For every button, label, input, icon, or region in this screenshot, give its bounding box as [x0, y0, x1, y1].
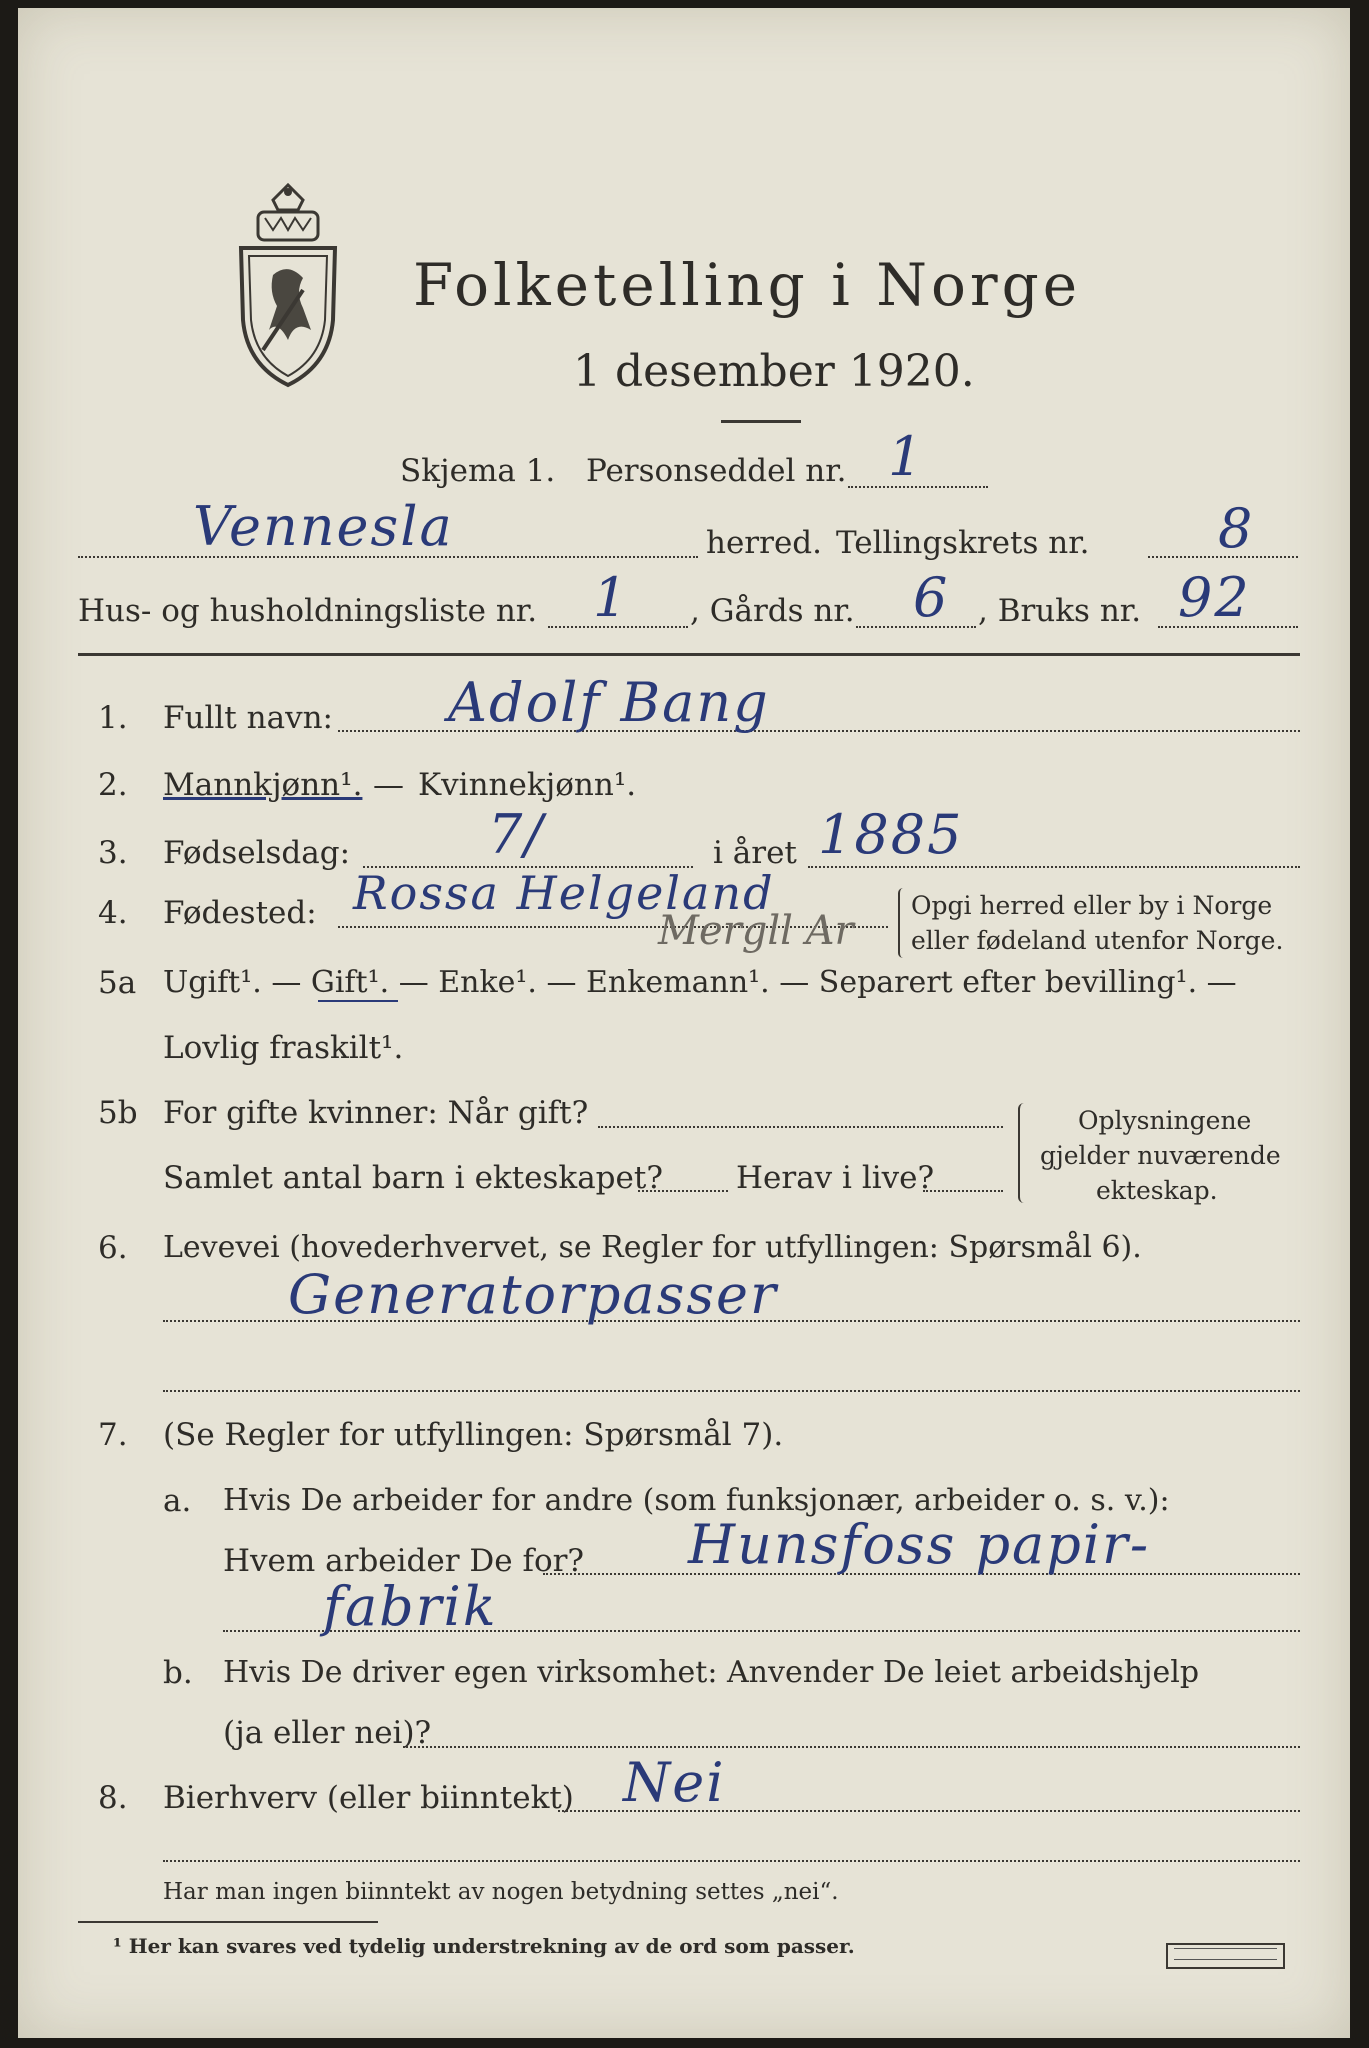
q8-number: 8.: [98, 1780, 128, 1816]
children-total-label: Samlet antal barn i ekteskapet?: [163, 1160, 663, 1196]
footnote-divider: [78, 1921, 378, 1923]
bruks-value: 92: [1178, 566, 1251, 629]
tellingskrets-value: 8: [1218, 497, 1255, 560]
q5b-number: 5b: [98, 1095, 138, 1131]
q7b-letter: b.: [163, 1655, 193, 1691]
footnote: ¹ Her kan svares ved tydelig understrekning av de ord som passer.: [113, 1934, 855, 1958]
children-alive-field[interactable]: [923, 1190, 1003, 1192]
birth-day-value: 7/: [488, 803, 545, 866]
birth-year-label: i året: [713, 835, 797, 871]
children-total-field[interactable]: [638, 1190, 728, 1192]
sex-separator: —: [373, 767, 404, 803]
q7a-letter: a.: [163, 1483, 192, 1519]
occupation-field-line2[interactable]: [163, 1390, 1300, 1392]
gards-label: , Gårds nr.: [690, 593, 855, 629]
side-income-value: Nei: [623, 1751, 726, 1814]
title-divider: [721, 420, 801, 423]
side-income-field-line2[interactable]: [163, 1860, 1300, 1862]
sex-option-male[interactable]: Mannkjønn¹.: [163, 767, 363, 803]
full-name-value: Adolf Bang: [448, 671, 770, 734]
birthplace-note-line2: eller fødeland utenfor Norge.: [911, 926, 1284, 955]
side-income-label: Bierhverv (eller biinntekt): [163, 1780, 574, 1816]
side-income-note: Har man ingen biinntekt av nogen betydning settes „nei“.: [163, 1879, 839, 1905]
schema-label: Skjema 1.: [400, 453, 556, 489]
q1-number: 1.: [98, 700, 128, 736]
birth-year-field[interactable]: [808, 866, 1300, 868]
q7b-line2: (ja eller nei)?: [223, 1715, 432, 1751]
norwegian-coat-of-arms-icon: [233, 180, 343, 390]
q7b-line1: Hvis De driver egen virksomhet: Anvender De leiet arbeidshjelp: [223, 1655, 1200, 1690]
husholdning-label: Hus- og husholdningsliste nr.: [78, 593, 538, 629]
marriage-note-line1: Oplysningene: [1078, 1106, 1252, 1135]
q3-label: Fødselsdag:: [163, 835, 351, 871]
married-when-field[interactable]: [598, 1126, 1003, 1128]
employer-value-line2: fabrik: [323, 1575, 498, 1638]
herred-value: Vennesla: [193, 495, 454, 558]
birthplace-note-brace: [898, 888, 908, 958]
printer-stamp: [1166, 1943, 1285, 1969]
occupation-label: Levevei (hovederhvervet, se Regler for utfyllingen: Spørsmål 6).: [163, 1230, 1142, 1265]
q1-label: Fullt navn:: [163, 700, 333, 736]
husholdning-value: 1: [593, 566, 630, 629]
gards-value: 6: [913, 566, 950, 629]
q4-label: Fødested:: [163, 895, 317, 931]
q2-number: 2.: [98, 767, 128, 803]
form-date: 1 desember 1920.: [573, 346, 975, 397]
sex-option-female[interactable]: Kvinnekjønn¹.: [418, 767, 637, 803]
q4-number: 4.: [98, 895, 128, 931]
personseddel-label: Personseddel nr.: [586, 453, 847, 489]
married-when-label: For gifte kvinner: Når gift?: [163, 1095, 589, 1131]
marriage-note-line3: ekteskap.: [1096, 1176, 1218, 1205]
marital-status-underline: [318, 1000, 398, 1002]
marital-status-options[interactable]: Ugift¹. — Gift¹. — Enke¹. — Enkemann¹. — Separert efter bevilling¹. —: [163, 965, 1237, 1000]
hired-help-field[interactable]: [403, 1746, 1300, 1748]
birth-year-value: 1885: [818, 803, 964, 866]
employer-label: Hvem arbeider De for?: [223, 1543, 585, 1579]
q7-label: (Se Regler for utfyllingen: Spørsmål 7).: [163, 1417, 784, 1453]
employer-value-line1: Hunsfoss papir-: [688, 1513, 1151, 1576]
pencil-annotation: Mergll Ar: [658, 908, 854, 954]
form-title: Folketelling i Norge: [413, 251, 1082, 319]
q7a-line1: Hvis De arbeider for andre (som funksjonær, arbeider o. s. v.):: [223, 1483, 1170, 1518]
birthplace-note-line1: Opgi herred eller by i Norge: [911, 891, 1273, 920]
census-form-sheet: [18, 8, 1350, 2038]
marriage-note-brace: [1018, 1103, 1030, 1203]
q3-number: 3.: [98, 835, 128, 871]
bruks-label: , Bruks nr.: [978, 593, 1142, 629]
q6-number: 6.: [98, 1230, 128, 1266]
marriage-note-line2: gjelder nuværende: [1040, 1141, 1281, 1170]
header-divider: [78, 653, 1300, 656]
occupation-value: Generatorpasser: [288, 1263, 778, 1326]
q5a-number: 5a: [98, 965, 137, 1001]
birthplace-value: Rossa Helgeland: [353, 866, 775, 920]
marital-status-divorced[interactable]: Lovlig fraskilt¹.: [163, 1030, 404, 1066]
tellingskrets-label: Tellingskrets nr.: [836, 525, 1090, 561]
children-alive-label: Herav i live?: [736, 1160, 935, 1196]
q7-number: 7.: [98, 1417, 128, 1453]
herred-label: herred.: [706, 525, 822, 561]
personseddel-value: 1: [888, 425, 925, 488]
